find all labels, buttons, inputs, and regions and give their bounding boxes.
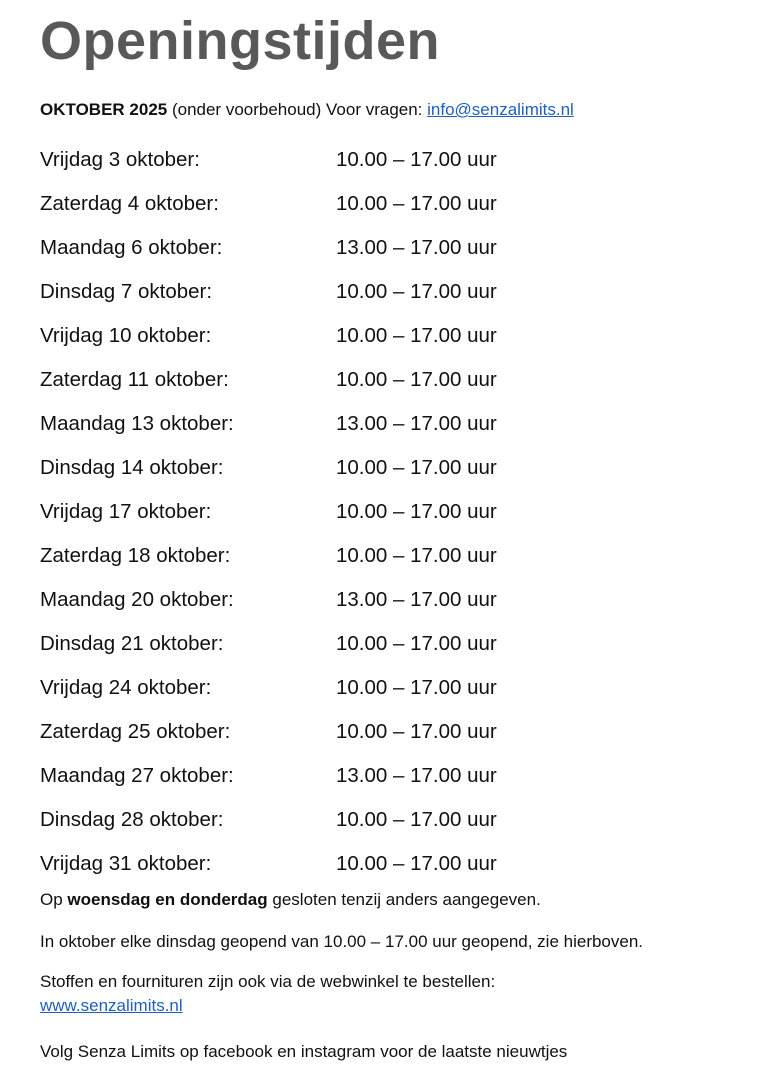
schedule-time: 10.00 – 17.00 uur [336,280,497,303]
schedule-day: Zaterdag 4 oktober: [40,192,219,215]
schedule-day: Zaterdag 25 oktober: [40,720,231,743]
schedule-row [40,314,640,358]
schedule-time: 10.00 – 17.00 uur [336,676,497,699]
closed-note-prefix: Op [40,890,68,909]
schedule-row [40,842,640,886]
social-note: Volg Senza Limits op facebook en instagram voor de laatste nieuwtjes [40,1042,568,1061]
schedule-time: 10.00 – 17.00 uur [336,368,497,391]
schedule-day: Vrijdag 31 oktober: [40,852,212,875]
email-link[interactable]: info@senzalimits.nl [427,100,574,119]
schedule-day: Maandag 27 oktober: [40,764,234,787]
schedule-day: Dinsdag 7 oktober: [40,280,213,303]
schedule-time: 13.00 – 17.00 uur [336,764,497,787]
schedule-time: 10.00 – 17.00 uur [336,500,497,523]
schedule-row [40,358,640,402]
schedule-row [40,754,640,798]
schedule-day: Zaterdag 18 oktober: [40,544,231,567]
schedule-time: 10.00 – 17.00 uur [336,852,497,875]
schedule-day: Vrijdag 24 oktober: [40,676,212,699]
schedule-row [40,666,640,710]
tuesday-note: In oktober elke dinsdag geopend van 10.00 – 17.00 uur geopend, zie hierboven. [40,932,644,951]
month-heading: OKTOBER 2025 [40,100,168,119]
schedule-row [40,798,640,842]
schedule-row [40,226,640,270]
schedule-day: Zaterdag 11 oktober: [40,368,229,391]
schedule-day: Vrijdag 10 oktober: [40,324,212,347]
schedule-day: Dinsdag 28 oktober: [40,808,224,831]
schedule-time: 10.00 – 17.00 uur [336,324,497,347]
schedule-row [40,622,640,666]
schedule-day: Maandag 13 oktober: [40,412,234,435]
schedule-time: 10.00 – 17.00 uur [336,456,497,479]
opening-hours-list [40,138,640,886]
closed-note-suffix: gesloten tenzij anders aangegeven. [267,890,541,909]
schedule-time: 10.00 – 17.00 uur [336,192,497,215]
schedule-row [40,402,640,446]
schedule-time: 10.00 – 17.00 uur [336,632,497,655]
schedule-day: Vrijdag 17 oktober: [40,500,212,523]
schedule-time: 13.00 – 17.00 uur [336,412,497,435]
schedule-row [40,710,640,754]
page-title: Openingstijden [40,11,441,71]
schedule-row [40,270,640,314]
schedule-time: 10.00 – 17.00 uur [336,544,497,567]
schedule-row [40,534,640,578]
intro-text: (onder voorbehoud) Voor vragen: [167,100,428,119]
intro-line [40,98,574,122]
closed-days-note [40,888,541,912]
schedule-day: Vrijdag 3 oktober: [40,148,200,171]
schedule-time: 10.00 – 17.00 uur [336,148,497,171]
closed-note-days: woensdag en donderdag [67,890,268,909]
schedule-day: Maandag 6 oktober: [40,236,223,259]
webshop-note [40,970,495,1018]
schedule-day: Dinsdag 21 oktober: [40,632,224,655]
webshop-text: Stoffen en fournituren zijn ook via de webwinkel te bestellen: [40,972,496,991]
schedule-row [40,446,640,490]
schedule-time: 13.00 – 17.00 uur [336,588,497,611]
schedule-time: 13.00 – 17.00 uur [336,236,497,259]
schedule-row [40,138,640,182]
schedule-day: Maandag 20 oktober: [40,588,234,611]
website-link[interactable]: www.senzalimits.nl [40,996,183,1015]
schedule-time: 10.00 – 17.00 uur [336,808,497,831]
schedule-day: Dinsdag 14 oktober: [40,456,224,479]
schedule-time: 10.00 – 17.00 uur [336,720,497,743]
schedule-row [40,578,640,622]
schedule-row [40,490,640,534]
schedule-row [40,182,640,226]
